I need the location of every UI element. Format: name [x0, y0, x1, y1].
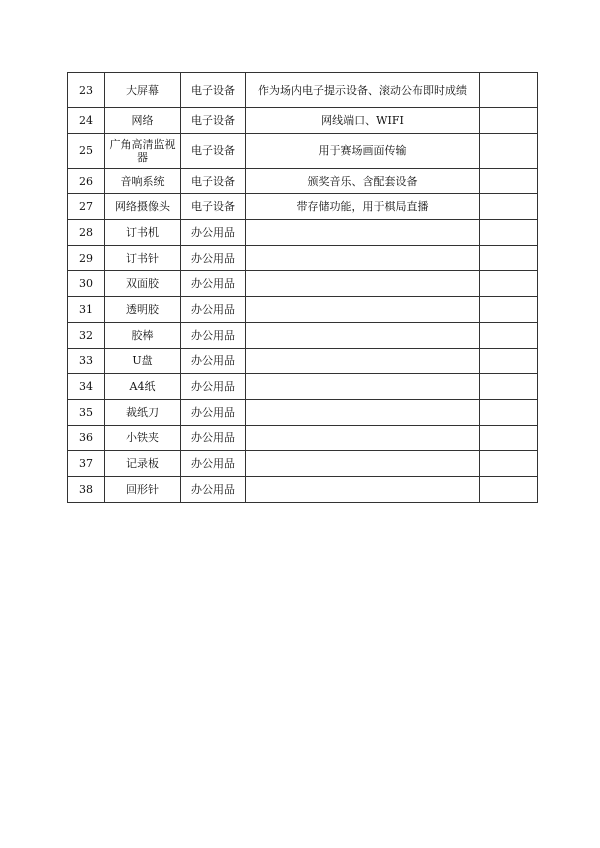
note-cell — [480, 425, 538, 451]
note-cell — [480, 476, 538, 502]
note-cell — [480, 133, 538, 168]
category-cell: 办公用品 — [181, 322, 246, 348]
table-row — [68, 322, 538, 348]
note-cell — [480, 108, 538, 134]
table-row — [68, 133, 538, 168]
category-cell: 办公用品 — [181, 348, 246, 374]
note-cell — [480, 399, 538, 425]
note-cell — [480, 374, 538, 400]
description-cell — [246, 399, 480, 425]
description-cell: 颁奖音乐、含配套设备 — [246, 168, 480, 194]
category-cell: 电子设备 — [181, 194, 246, 220]
note-cell — [480, 194, 538, 220]
table-row — [68, 451, 538, 477]
row-number-cell: 37 — [68, 451, 105, 477]
row-number-cell: 25 — [68, 133, 105, 168]
row-number-cell: 28 — [68, 220, 105, 246]
note-cell — [480, 348, 538, 374]
category-cell: 办公用品 — [181, 271, 246, 297]
row-number-cell: 23 — [68, 73, 105, 108]
category-cell: 电子设备 — [181, 108, 246, 134]
equipment-table — [67, 72, 538, 503]
item-name-cell: 广角高清监视器 — [105, 133, 181, 168]
description-cell — [246, 271, 480, 297]
category-cell: 电子设备 — [181, 168, 246, 194]
description-cell — [246, 425, 480, 451]
row-number-cell: 38 — [68, 476, 105, 502]
description-cell: 作为场内电子提示设备、滚动公布即时成绩 — [246, 73, 480, 108]
note-cell — [480, 245, 538, 271]
note-cell — [480, 73, 538, 108]
item-name-cell: 透明胶 — [105, 297, 181, 323]
item-name-cell: 回形针 — [105, 476, 181, 502]
table-row — [68, 245, 538, 271]
note-cell — [480, 451, 538, 477]
description-cell — [246, 322, 480, 348]
item-name-cell: 大屏幕 — [105, 73, 181, 108]
note-cell — [480, 297, 538, 323]
description-cell: 网线端口、WIFI — [246, 108, 480, 134]
table-row — [68, 425, 538, 451]
table-row — [68, 399, 538, 425]
item-name-cell: 裁纸刀 — [105, 399, 181, 425]
table-row — [68, 476, 538, 502]
table-row — [68, 297, 538, 323]
description-cell — [246, 476, 480, 502]
item-name-cell: 音响系统 — [105, 168, 181, 194]
table-row — [68, 73, 538, 108]
item-name-cell: 记录板 — [105, 451, 181, 477]
row-number-cell: 35 — [68, 399, 105, 425]
item-name-cell: 网络摄像头 — [105, 194, 181, 220]
category-cell: 办公用品 — [181, 399, 246, 425]
description-cell — [246, 297, 480, 323]
category-cell: 办公用品 — [181, 451, 246, 477]
category-cell: 电子设备 — [181, 133, 246, 168]
description-cell: 用于赛场画面传输 — [246, 133, 480, 168]
table-row — [68, 374, 538, 400]
table-row — [68, 194, 538, 220]
item-name-cell: 胶棒 — [105, 322, 181, 348]
note-cell — [480, 322, 538, 348]
description-cell: 带存储功能，用于棋局直播 — [246, 194, 480, 220]
table-row — [68, 108, 538, 134]
equipment-table-body — [68, 73, 538, 503]
item-name-cell: U盘 — [105, 348, 181, 374]
table-row — [68, 271, 538, 297]
item-name-cell: 订书机 — [105, 220, 181, 246]
item-name-cell: 小铁夹 — [105, 425, 181, 451]
description-cell — [246, 220, 480, 246]
row-number-cell: 27 — [68, 194, 105, 220]
category-cell: 办公用品 — [181, 245, 246, 271]
row-number-cell: 36 — [68, 425, 105, 451]
description-cell — [246, 245, 480, 271]
description-cell — [246, 348, 480, 374]
row-number-cell: 24 — [68, 108, 105, 134]
item-name-cell: 订书针 — [105, 245, 181, 271]
row-number-cell: 33 — [68, 348, 105, 374]
category-cell: 办公用品 — [181, 297, 246, 323]
description-cell — [246, 451, 480, 477]
row-number-cell: 31 — [68, 297, 105, 323]
row-number-cell: 29 — [68, 245, 105, 271]
note-cell — [480, 271, 538, 297]
description-cell — [246, 374, 480, 400]
note-cell — [480, 168, 538, 194]
row-number-cell: 32 — [68, 322, 105, 348]
table-row — [68, 220, 538, 246]
row-number-cell: 34 — [68, 374, 105, 400]
category-cell: 办公用品 — [181, 476, 246, 502]
table-row — [68, 348, 538, 374]
row-number-cell: 30 — [68, 271, 105, 297]
table-row — [68, 168, 538, 194]
category-cell: 电子设备 — [181, 73, 246, 108]
row-number-cell: 26 — [68, 168, 105, 194]
category-cell: 办公用品 — [181, 425, 246, 451]
category-cell: 办公用品 — [181, 374, 246, 400]
item-name-cell: 双面胶 — [105, 271, 181, 297]
item-name-cell: 网络 — [105, 108, 181, 134]
category-cell: 办公用品 — [181, 220, 246, 246]
note-cell — [480, 220, 538, 246]
item-name-cell: A4纸 — [105, 374, 181, 400]
